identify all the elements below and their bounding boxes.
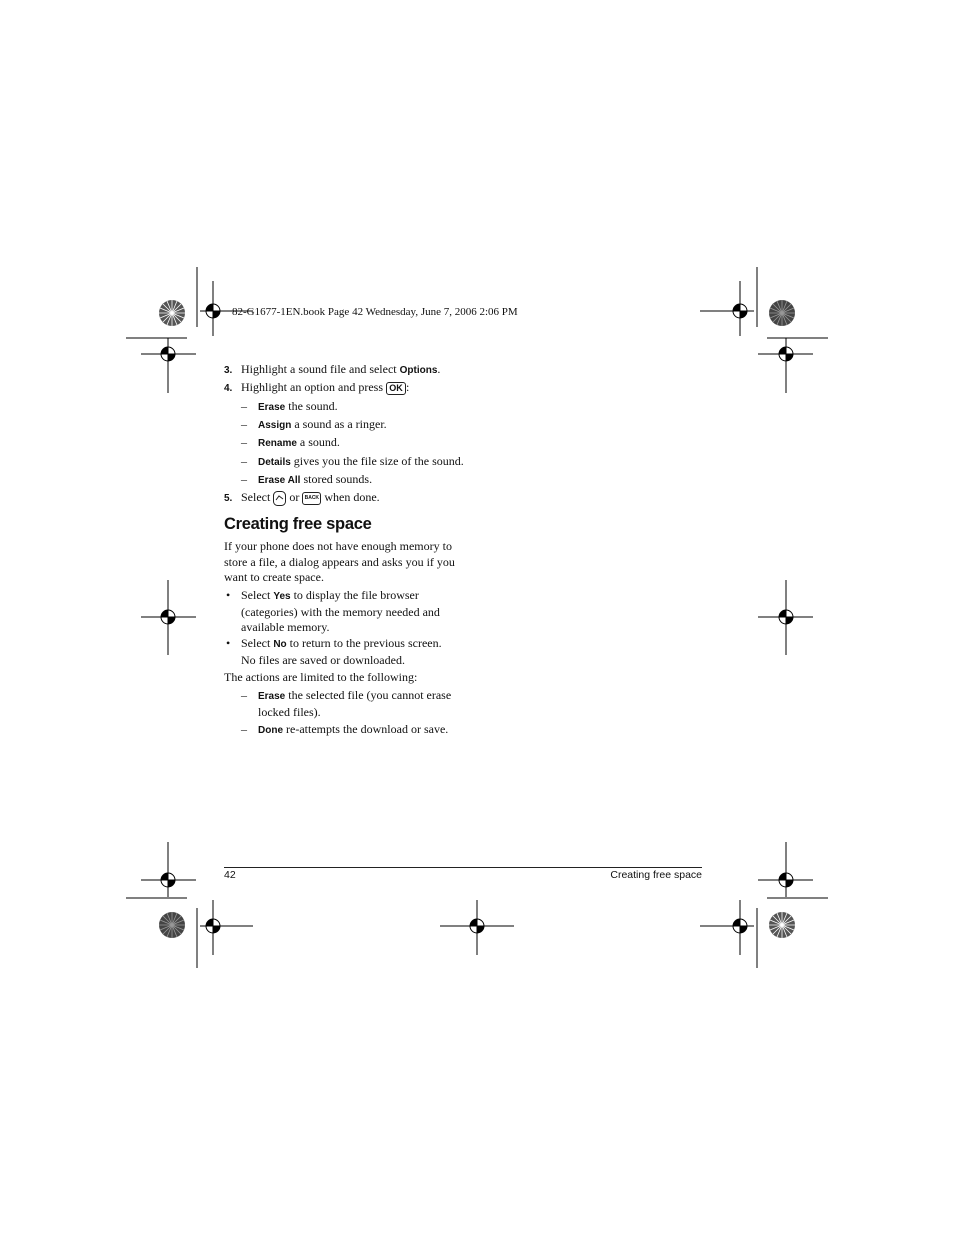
step-punct: . (437, 362, 441, 376)
yes-label: Yes (273, 591, 291, 602)
option-item: – Erase the sound. (241, 399, 338, 413)
option-label: Assign (258, 420, 292, 431)
action-label: Done (258, 725, 283, 736)
option-item: – Erase All stored sounds. (241, 472, 373, 486)
step-4 (224, 380, 409, 395)
step-3 (224, 362, 440, 377)
action-item: – Erase the selected file (you cannot erase locked files). (241, 688, 452, 719)
bullet-text: to return to the previous screen. No files are saved or downloaded. (241, 636, 442, 667)
section-heading: Creating free space (224, 515, 372, 533)
bullet-dot: • (226, 636, 231, 650)
option-desc: stored sounds. (300, 472, 373, 486)
option-label: Erase All (258, 475, 301, 486)
page-number: 42 (224, 869, 236, 881)
registration-starburst-top-left (157, 298, 187, 328)
registration-starburst-bottom-left (157, 910, 187, 940)
limited-text: The actions are limited to the following: (224, 670, 418, 684)
step-text: Select (241, 490, 274, 504)
end-key-icon (273, 491, 286, 506)
option-item: – Details gives you the file size of the sound. (241, 454, 464, 468)
option-item: – Assign a sound as a ringer. (241, 417, 387, 431)
back-key-label: BACK (304, 494, 320, 501)
ok-key-icon (386, 382, 406, 395)
bullet-text: to display the file browser (categories) with the memory needed and available memory. (241, 588, 440, 634)
bullet-item (226, 588, 456, 636)
registration-starburst-top-right (767, 298, 797, 328)
option-desc: the sound. (285, 399, 338, 413)
option-desc: a sound as a ringer. (291, 417, 387, 431)
bullet-text: Select (241, 636, 274, 650)
footer-section-name: Creating free space (610, 869, 702, 881)
step-punct: : (405, 380, 410, 394)
action-item: – Done re-attempts the download or save. (241, 722, 449, 736)
step-text: Highlight a sound file and select (241, 362, 400, 376)
bullet-dot: • (226, 588, 231, 602)
action-label: Erase (258, 691, 286, 702)
book-file-info: 82-G1677-1EN.book Page 42 Wednesday, June 7, 2006 2:06 PM (232, 306, 518, 318)
step-number: 3. (224, 365, 233, 376)
bullet-text: Select (241, 588, 274, 602)
step-5 (224, 490, 380, 506)
option-label: Rename (258, 438, 297, 449)
bullet-item (226, 636, 456, 668)
step-number: 5. (224, 493, 233, 504)
no-label: No (273, 639, 287, 650)
option-label: Details (258, 457, 291, 468)
option-label: Erase (258, 402, 286, 413)
back-key-icon (302, 492, 321, 505)
step-number: 4. (224, 383, 233, 394)
option-desc: gives you the file size of the sound. (290, 454, 464, 468)
step-text-or: or (286, 490, 303, 504)
action-desc: the selected file (you cannot erase locked files). (258, 688, 452, 719)
options-label: Options (399, 365, 438, 376)
step-text: Highlight an option and press (241, 380, 386, 394)
option-item: – Rename a sound. (241, 435, 340, 449)
option-desc: a sound. (296, 435, 340, 449)
footer-rule (224, 867, 702, 868)
intro-paragraph: If your phone does not have enough memory to store a file, a dialog appears and asks you if you want to create space. (224, 539, 455, 584)
ok-key-label: OK (389, 382, 403, 393)
registration-starburst-bottom-right (767, 910, 797, 940)
action-desc: re-attempts the download or save. (283, 722, 449, 736)
step-text-end: when done. (321, 490, 380, 504)
